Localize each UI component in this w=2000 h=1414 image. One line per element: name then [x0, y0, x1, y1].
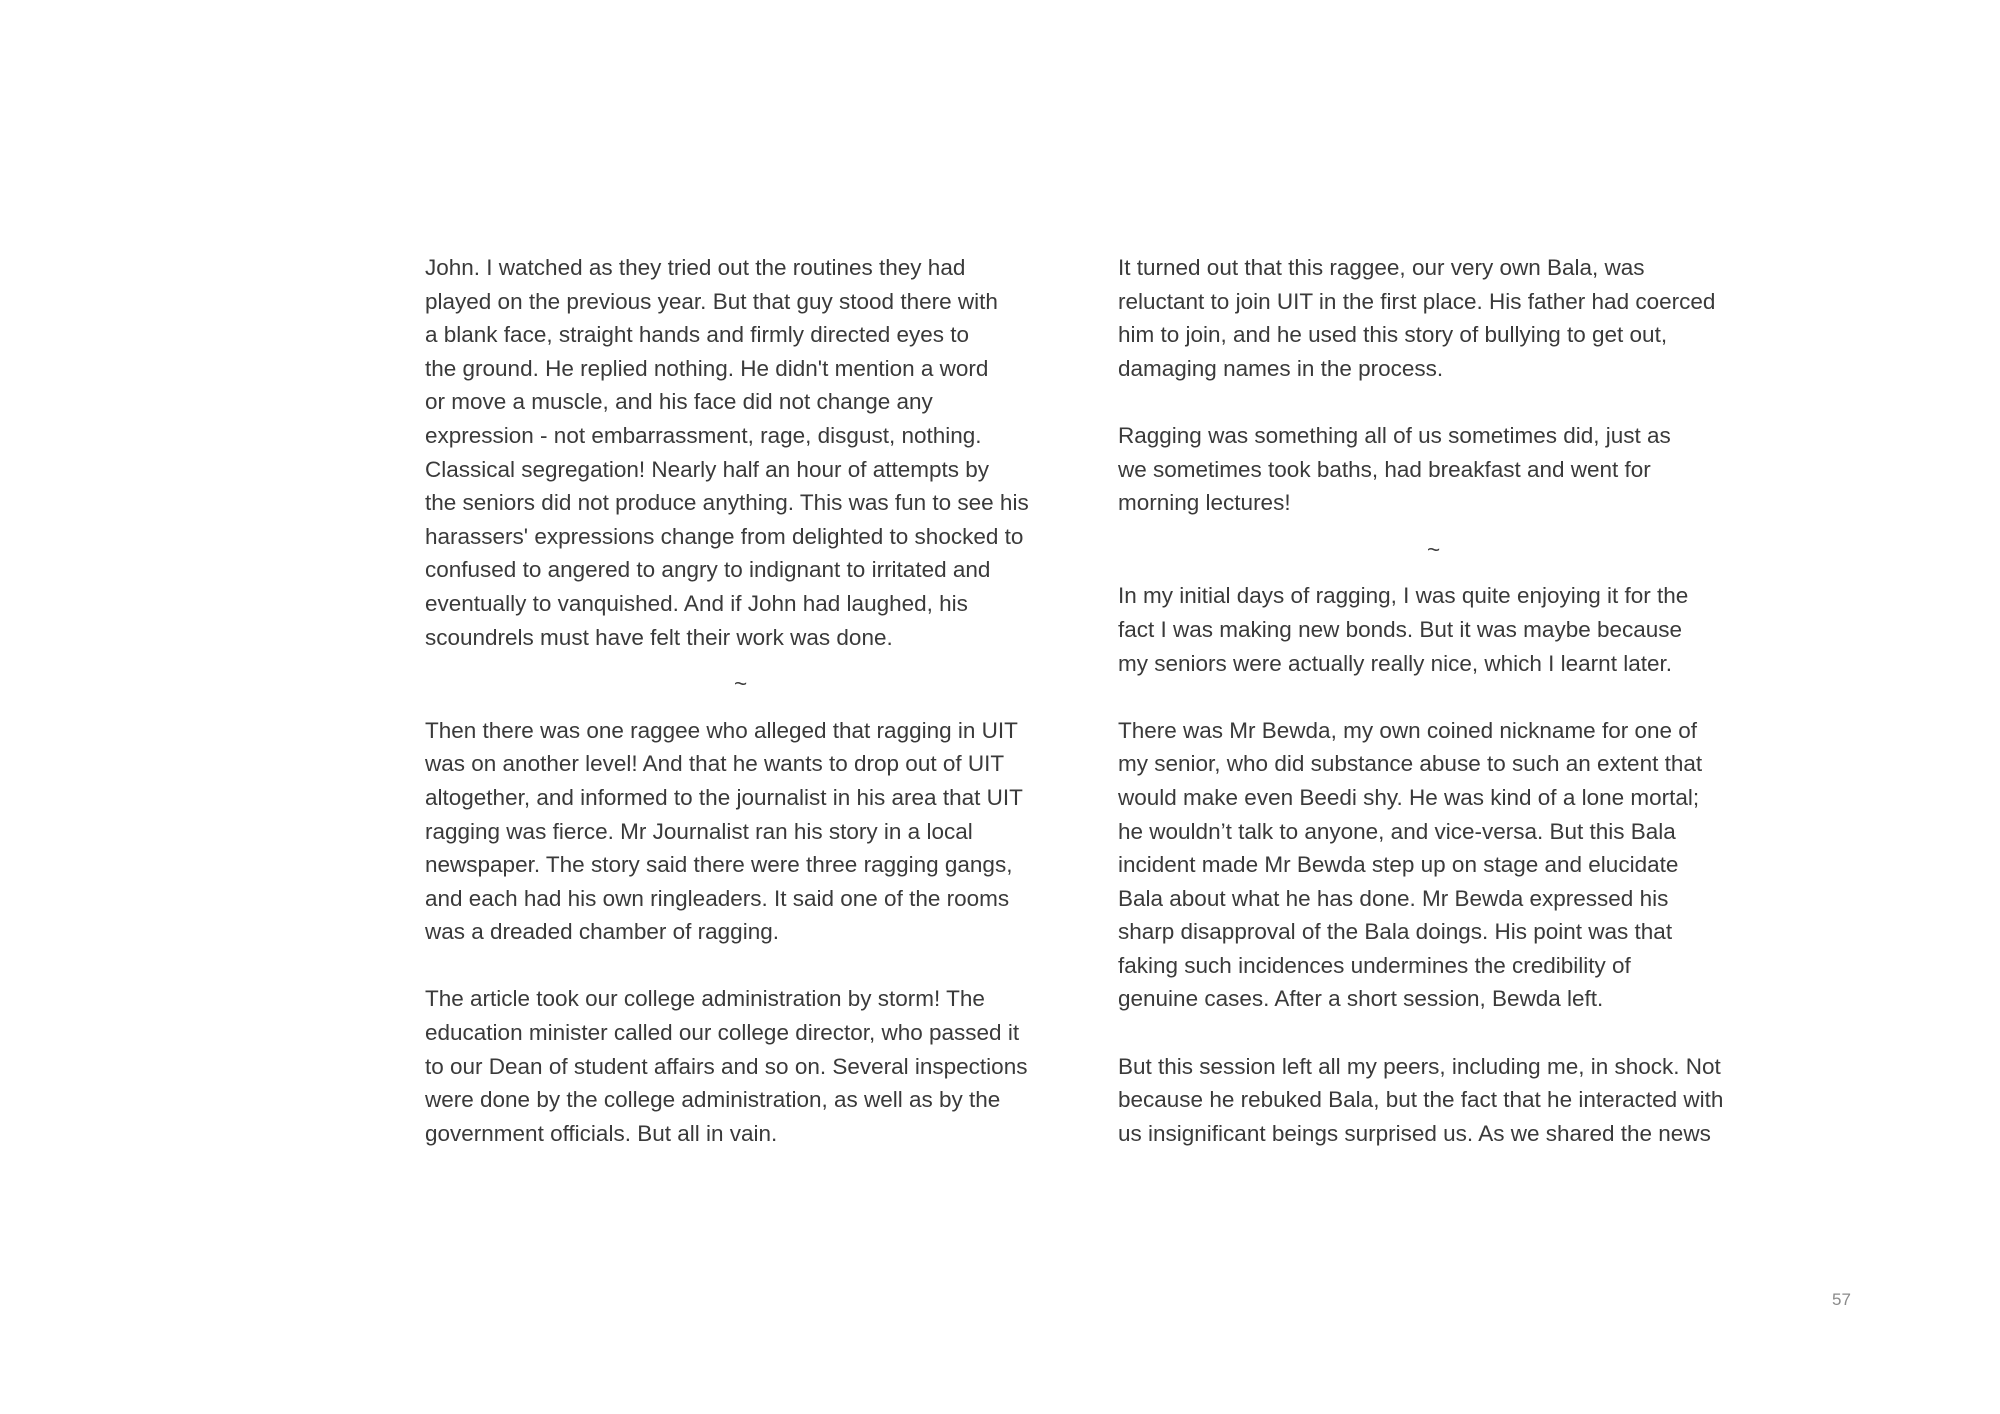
paragraph	[425, 251, 1085, 654]
text-line: was on another level! And that he wants to drop out of UIT	[425, 751, 1005, 777]
text-line: damaging names in the process.	[1118, 355, 1444, 381]
text-line: altogether, and informed to the journalist in his area that UIT	[425, 784, 1023, 810]
text-line: Ragging was something all of us sometimes did, just as	[1118, 422, 1671, 448]
paragraph-gap	[425, 949, 1085, 983]
text-line: him to join, and he used this story of bullying to get out,	[1118, 322, 1668, 348]
text-line: Then there was one raggee who alleged that ragging in UIT	[425, 717, 1018, 743]
text-line: morning lectures!	[1118, 490, 1291, 516]
text-line: genuine cases. After a short session, Bewda left.	[1118, 986, 1604, 1012]
text-line: was a dreaded chamber of ragging.	[425, 919, 779, 945]
section-separator: ~	[1427, 536, 1441, 562]
text-line: faking such incidences undermines the credibility of	[1118, 952, 1631, 978]
text-line: the ground. He replied nothing. He didn't mention a word	[425, 355, 989, 381]
text-line: eventually to vanquished. And if John had laughed, his	[425, 590, 968, 616]
text-line: John. I watched as they tried out the routines they had	[425, 255, 966, 280]
paragraph-gap	[1118, 385, 1778, 419]
text-line: ragging was fierce. Mr Journalist ran his story in a local	[425, 818, 973, 844]
right-column	[1118, 251, 1778, 1150]
text-line: confused to angered to angry to indignant to irritated and	[425, 557, 991, 583]
text-line: But this session left all my peers, including me, in shock. Not	[1118, 1053, 1721, 1079]
text-line: scoundrels must have felt their work was done.	[425, 624, 893, 650]
text-line: There was Mr Bewda, my own coined nickname for one of	[1118, 717, 1698, 743]
paragraph	[1118, 714, 1778, 1016]
text-line: we sometimes took baths, had breakfast and went for	[1118, 456, 1651, 482]
left-column	[425, 251, 1085, 1150]
text-line: because he rebuked Bala, but the fact that he interacted with	[1118, 1087, 1724, 1113]
text-line: newspaper. The story said there were three ragging gangs,	[425, 852, 1013, 878]
text-line: In my initial days of ragging, I was quite enjoying it for the	[1118, 583, 1689, 609]
text-line: government officials. But all in vain.	[425, 1120, 778, 1146]
text-line: or move a muscle, and his face did not change any	[425, 389, 933, 415]
text-line: us insignificant beings surprised us. As we shared the news	[1118, 1120, 1711, 1146]
text-line: a blank face, straight hands and firmly directed eyes to	[425, 322, 970, 348]
paragraph	[1118, 1050, 1778, 1151]
paragraph	[425, 714, 1085, 949]
text-line: Classical segregation! Nearly half an hour of attempts by	[425, 456, 990, 482]
text-line: incident made Mr Bewda step up on stage and elucidate	[1118, 852, 1679, 878]
text-line: The article took our college administration by storm! The	[425, 986, 985, 1012]
text-line: fact I was making new bonds. But it was maybe because	[1118, 616, 1683, 642]
text-line: would make even Beedi shy. He was kind of a lone mortal;	[1118, 784, 1700, 810]
paragraph-gap	[1118, 1016, 1778, 1050]
text-line: It turned out that this raggee, our very own Bala, was	[1118, 255, 1645, 280]
text-line: my seniors were actually really nice, which I learnt later.	[1118, 650, 1672, 676]
text-line: the seniors did not produce anything. This was fun to see his	[425, 490, 1029, 516]
text-line: my senior, who did substance abuse to such an extent that	[1118, 751, 1703, 777]
paragraph	[1118, 251, 1778, 385]
page-number: 57	[1832, 1290, 1851, 1309]
text-line: to our Dean of student affairs and so on. Several inspections	[425, 1053, 1028, 1079]
text-line: were done by the college administration, as well as by the	[425, 1087, 1001, 1113]
text-line: education minister called our college director, who passed it	[425, 1020, 1020, 1046]
section-separator: ~	[734, 671, 748, 697]
text-line: reluctant to join UIT in the first place. His father had coerced	[1118, 288, 1716, 314]
text-line: sharp disapproval of the Bala doings. His point was that	[1118, 919, 1673, 945]
paragraph	[1118, 419, 1778, 520]
text-line: and each had his own ringleaders. It said one of the rooms	[425, 885, 1010, 911]
text-line: Bala about what he has done. Mr Bewda expressed his	[1118, 885, 1669, 911]
text-line: he wouldn’t talk to anyone, and vice-versa. But this Bala	[1118, 818, 1676, 844]
paragraph-gap	[1118, 680, 1778, 714]
paragraph	[425, 982, 1085, 1150]
paragraph	[1118, 579, 1778, 680]
text-line: harassers' expressions change from delighted to shocked to	[425, 523, 1024, 549]
text-line: expression - not embarrassment, rage, disgust, nothing.	[425, 422, 982, 448]
text-line: played on the previous year. But that guy stood there with	[425, 288, 998, 314]
